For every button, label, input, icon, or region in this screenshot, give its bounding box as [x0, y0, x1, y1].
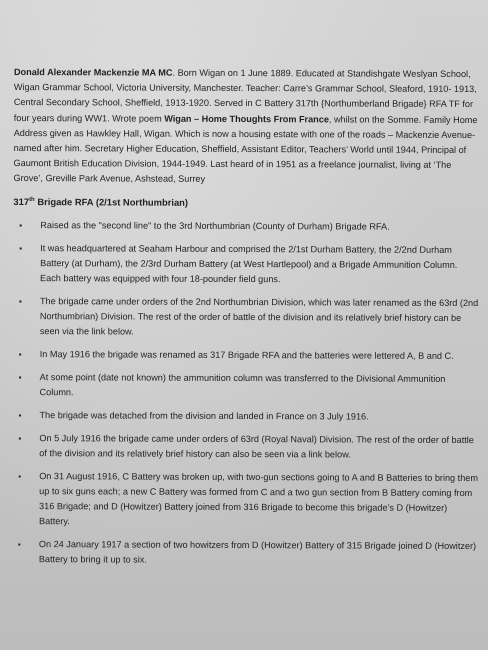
list-item-text: In May 1916 the brigade was renamed as 317 Brigade RFA and the batteries were lettered A, B and C. [39, 349, 454, 361]
bullet-icon: ▪ [19, 220, 23, 230]
list-item [12, 408, 478, 425]
section-heading [13, 194, 479, 211]
list-item-text: It was headquartered at Seaham Harbour and comprised the 2/1st Durham Battery, the 2/2nd Durham Battery (at Durham), the 2/3rd Durham Battery (at West Hartlepool) and a Brigade Ammunition Column. Each battery was equipped with four 18-pounder field guns. [40, 242, 458, 285]
section-heading-number: 317 [13, 195, 30, 207]
person-name: Donald Alexander Mackenzie MA MC [13, 66, 173, 78]
list-item-text: The brigade came under orders of the 2nd Northumbrian Division, which was later renamed as the 63rd (2nd Northumbrian) Division. The rest of the order of battle of the division and its relatively brief history can be seen via the link below. [39, 295, 479, 337]
list-item [12, 537, 478, 569]
poem-title: Wigan – Home Thoughts From France [164, 113, 329, 124]
list-item [12, 469, 478, 532]
biography-text-part-2: , whilst on the Somme. Family Home Address given as Hawkley Hall, Wigan. Which is now a housing estate with one of the roads – Mackenzie Avenue- named after him. Secretary Higher Education, Sheffield, Assistant Editor, Teachers’ World until 1944, Principal of Gaumont British Education Division, 1944-1949. Last heard of in 1951 as a freelance journalist, living at ‘The Grove’, Greville Park Avenue, Ashstead, Surrey [13, 113, 478, 185]
list-item [13, 218, 479, 235]
biography-paragraph [13, 65, 480, 189]
bullet-icon: ▪ [18, 372, 22, 382]
list-item [13, 294, 479, 342]
list-item [12, 431, 478, 463]
list-item [13, 370, 479, 402]
bullet-icon: ▪ [18, 471, 22, 481]
bullet-icon: ▪ [19, 243, 23, 253]
bullet-icon: ▪ [18, 296, 22, 306]
document-content [12, 65, 480, 577]
list-item [13, 241, 479, 289]
bullet-icon: ▪ [18, 433, 22, 443]
list-item [13, 347, 479, 364]
bullet-icon: ▪ [18, 410, 22, 420]
list-item-text: The brigade was detached from the division and landed in France on 3 July 1916. [39, 409, 369, 422]
section-heading-text: Brigade RFA (2/1st Northumbrian) [34, 195, 189, 208]
bullet-icon: ▪ [17, 540, 21, 550]
brigade-history-list [12, 218, 480, 570]
biography-text-part-1: . Born Wigan on 1 June 1889. Educated at Standishgate Weslyan School, Wigan Grammar School, Victoria University, Manchester. Teacher: Carre’s Grammar School, Sleaford, 1910- 1913, Central Secondary School, Sheffield, 1913-1920. Served in C Battery 317th {Northumberland Brigade} RFA TF for four years during WW1. Wrote poem [13, 67, 477, 124]
bullet-icon: ▪ [18, 350, 22, 360]
section-heading-ordinal: th [29, 196, 35, 203]
list-item-text: On 31 August 1916, C Battery was broken up, with two-gun sections going to A and B Batteries to bring them up to six guns each; a new C Battery was formed from C and a two gun section from B Battery coming from 316 Brigade; and D (Howitzer) Battery joined from 316 Brigade to become this brigade’s D (Howitzer) Battery. [38, 470, 478, 527]
list-item-text: On 24 January 1917 a section of two howitzers from D (Howitzer) Battery of 315 Brigade joined D (Howitzer) Battery to bring it up to six. [38, 539, 477, 565]
list-item-text: At some point (date not known) the ammunition column was transferred to the Divisional Ammunition Column. [39, 371, 446, 398]
list-item-text: On 5 July 1916 the brigade came under orders of 63rd (Royal Naval) Division. The rest of the order of battle of the division and its relatively brief history can also be seen via a link below. [39, 432, 474, 460]
list-item-text: Raised as the "second line" to the 3rd Northumbrian (County of Durham) Brigade RFA. [40, 219, 390, 232]
